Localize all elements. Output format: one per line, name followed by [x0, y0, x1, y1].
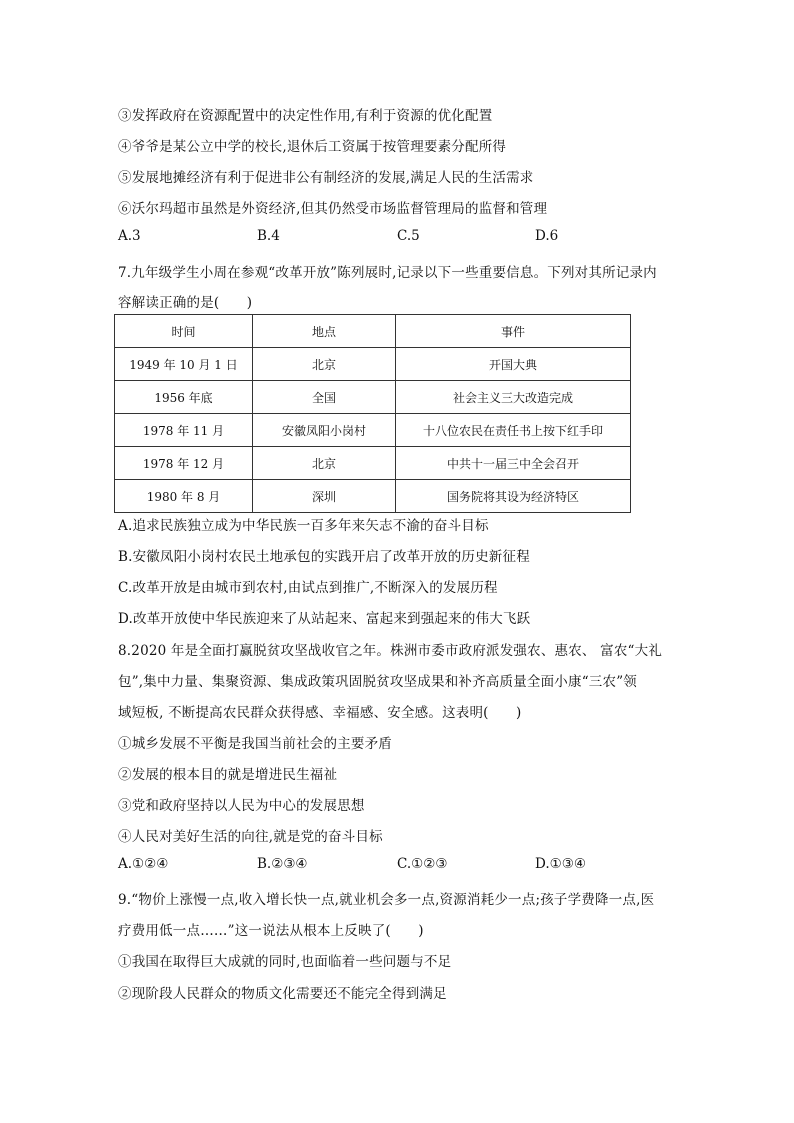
q6-item-3: ③发挥政府在资源配置中的决定性作用,有利于资源的优化配置	[118, 108, 493, 124]
cell-event: 十八位农民在责任书上按下红手印	[396, 414, 631, 447]
cell-event: 开国大典	[396, 348, 631, 381]
cell-place: 北京	[253, 348, 396, 381]
q8-option-a[interactable]: A.①②④	[118, 856, 169, 872]
q8-option-c[interactable]: C.①②③	[397, 856, 448, 872]
q8-option-b[interactable]: B.②③④	[257, 856, 308, 872]
header-place: 地点	[253, 315, 396, 348]
reform-events-table	[114, 314, 631, 513]
cell-place: 北京	[253, 447, 396, 480]
table-row	[115, 447, 631, 480]
cell-place: 安徽凤阳小岗村	[253, 414, 396, 447]
q7-option-d[interactable]: D.改革开放使中华民族迎来了从站起来、富起来到强起来的伟大飞跃	[118, 611, 531, 627]
q7-stem-line2: 容解读正确的是( )	[118, 295, 253, 311]
q8-item-1: ①城乡发展不平衡是我国当前社会的主要矛盾	[118, 736, 392, 752]
q6-option-b[interactable]: B.4	[257, 228, 280, 244]
table-header-row	[115, 315, 631, 348]
q8-item-3: ③党和政府坚持以人民为中心的发展思想	[118, 798, 365, 814]
cell-time: 1980 年 8 月	[115, 480, 253, 513]
q8-option-d[interactable]: D.①③④	[535, 856, 586, 872]
header-event: 事件	[396, 315, 631, 348]
cell-time: 1949 年 10 月 1 日	[115, 348, 253, 381]
table-row	[115, 414, 631, 447]
cell-event: 中共十一届三中全会召开	[396, 447, 631, 480]
q6-option-a[interactable]: A.3	[118, 228, 141, 244]
q7-stem-line1: 7.九年级学生小周在参观“改革开放”陈列展时,记录以下一些重要信息。下列对其所记录内	[118, 265, 657, 281]
table-row	[115, 348, 631, 381]
cell-time: 1978 年 11 月	[115, 414, 253, 447]
cell-place: 全国	[253, 381, 396, 414]
q9-stem-line2: 疗费用低一点……”这一说法从根本上反映了( )	[118, 923, 424, 939]
q6-item-6: ⑥沃尔玛超市虽然是外资经济,但其仍然受市场监督管理局的监督和管理	[118, 201, 548, 217]
q6-option-d[interactable]: D.6	[535, 228, 559, 244]
q8-stem-line2: 包”,集中力量、集聚资源、集成政策巩固脱贫攻坚成果和补齐高质量全面小康“三农”领	[118, 674, 637, 690]
q6-option-c[interactable]: C.5	[397, 228, 420, 244]
q9-item-1: ①我国在取得巨大成就的同时,也面临着一些问题与不足	[118, 954, 452, 970]
cell-event: 国务院将其设为经济特区	[396, 480, 631, 513]
q7-option-a[interactable]: A.追求民族独立成为中华民族一百多年来矢志不渝的奋斗目标	[118, 518, 489, 534]
q7-option-c[interactable]: C.改革开放是由城市到农村,由试点到推广,不断深入的发展历程	[118, 580, 498, 596]
cell-time: 1956 年底	[115, 381, 253, 414]
q8-item-2: ②发展的根本目的就是增进民生福祉	[118, 767, 338, 783]
cell-event: 社会主义三大改造完成	[396, 381, 631, 414]
q6-item-4: ④爷爷是某公立中学的校长,退休后工资属于按管理要素分配所得	[118, 139, 507, 155]
q8-stem-line1: 8.2020 年是全面打赢脱贫攻坚战收官之年。株洲市委市政府派发强农、惠农、 富农“大礼	[118, 643, 663, 659]
cell-time: 1978 年 12 月	[115, 447, 253, 480]
q8-item-4: ④人民对美好生活的向往,就是党的奋斗目标	[118, 829, 383, 845]
q9-stem-line1: 9.“物价上涨慢一点,收入增长快一点,就业机会多一点,资源消耗少一点;孩子学费降一点,医	[118, 892, 655, 908]
table-row	[115, 480, 631, 513]
q6-item-5: ⑤发展地摊经济有利于促进非公有制经济的发展,满足人民的生活需求	[118, 170, 534, 186]
q9-item-2: ②现阶段人民群众的物质文化需要还不能完全得到满足	[118, 986, 447, 1002]
table-row	[115, 381, 631, 414]
header-time: 时间	[115, 315, 253, 348]
q8-stem-line3: 域短板, 不断提高农民群众获得感、幸福感、安全感。这表明( )	[118, 705, 522, 721]
q7-option-b[interactable]: B.安徽凤阳小岗村农民土地承包的实践开启了改革开放的历史新征程	[118, 549, 530, 565]
cell-place: 深圳	[253, 480, 396, 513]
